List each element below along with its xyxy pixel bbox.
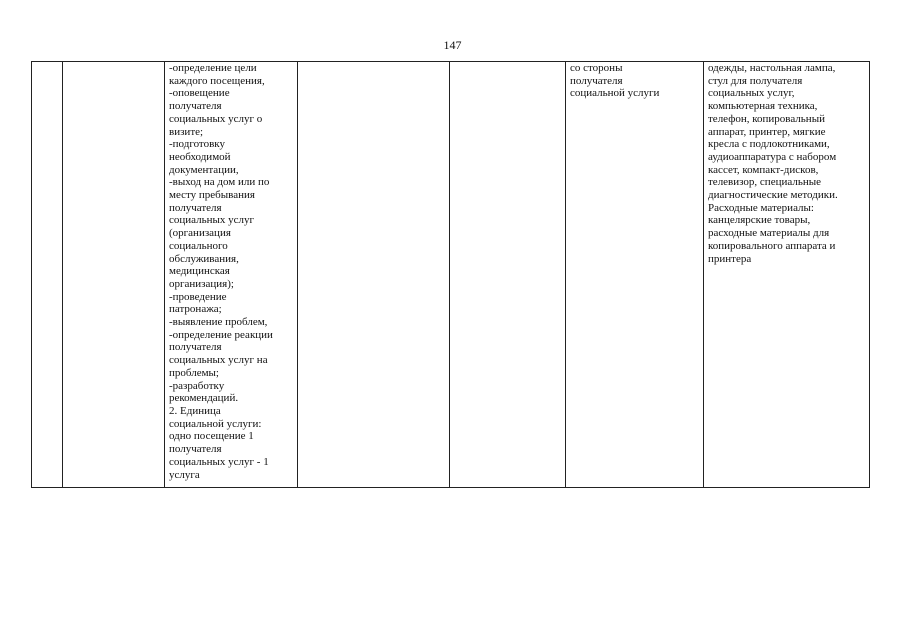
cell-service-description — [165, 62, 298, 488]
text-line: Расходные материалы: — [708, 201, 814, 214]
text-line: одежды, настольная лампа, — [708, 62, 836, 74]
text-line: документации, — [169, 163, 239, 176]
text-line: организация); — [169, 277, 234, 290]
text-line: социальных услуг о — [169, 112, 263, 125]
text-line: получателя — [169, 201, 222, 214]
table-row — [32, 62, 870, 488]
text-line: необходимой — [169, 150, 231, 163]
text-line: получателя — [169, 341, 222, 354]
text-line: -подготовку — [169, 138, 225, 151]
page-number: 147 — [443, 38, 462, 52]
text-line: патронажа; — [169, 303, 222, 316]
text-line: -разработку — [169, 379, 225, 392]
text-line: -выход на дом или по — [169, 176, 270, 189]
text-line: получателя — [570, 74, 623, 87]
text-line: 2. Единица — [169, 404, 221, 417]
text-line: получателя — [169, 443, 222, 456]
cell-service-term — [298, 62, 450, 488]
text-line: со стороны — [570, 62, 623, 74]
text-line: аудиоаппаратура с набором — [708, 150, 837, 163]
text-line: канцелярские товары, — [708, 214, 811, 227]
text-line: (организация — [169, 227, 231, 240]
text-line: -оповещение — [169, 87, 230, 100]
text-line: аппарат, принтер, мягкие — [708, 125, 826, 138]
cell-resources — [704, 62, 870, 488]
text-line: социальной услуги — [570, 87, 660, 100]
text-line: получателя — [169, 100, 222, 113]
text-line: стул для получателя — [708, 74, 803, 87]
text-line: социальных услуг, — [708, 87, 795, 100]
text-line: -выявление проблем, — [169, 316, 268, 329]
text-line: копировального аппарата и — [708, 239, 836, 252]
text-line: социальной услуги: — [169, 417, 262, 430]
services-table — [31, 61, 870, 488]
text-line: компьютерная техника, — [708, 100, 818, 113]
text-line: расходные материалы для — [708, 227, 830, 240]
text-line: одно посещение 1 — [169, 430, 254, 443]
text-line: кресла с подлокотниками, — [708, 138, 830, 151]
text-line: социальных услуг на — [169, 354, 268, 367]
text-line: -определение цели — [169, 62, 257, 74]
text-line: каждого посещения, — [169, 74, 265, 87]
text-line: диагностические методики. — [708, 189, 838, 202]
text-line: социальных услуг - 1 — [169, 455, 269, 468]
text-line: принтера — [708, 252, 752, 265]
text-line: социального — [169, 239, 228, 252]
text-line: -определение реакции — [169, 328, 273, 341]
cell-conditions — [566, 62, 704, 488]
text-line: медицинская — [169, 265, 230, 278]
text-line: рекомендаций. — [169, 392, 239, 405]
text-line: телевизор, специальные — [708, 176, 821, 189]
text-line: месту пребывания — [169, 189, 255, 202]
text-line: телефон, копировальный — [708, 112, 825, 125]
text-line: социальных услуг — [169, 214, 255, 227]
text-line: кассет, компакт-дисков, — [708, 163, 819, 176]
text-line: услуга — [169, 468, 200, 481]
text-line: визите; — [169, 125, 204, 138]
cell-service-name — [63, 62, 165, 488]
cell-number — [32, 62, 63, 488]
text-line: проблемы; — [169, 366, 219, 379]
text-line: обслуживания, — [169, 252, 239, 265]
cell-standard — [450, 62, 566, 488]
text-line: -проведение — [169, 290, 227, 303]
